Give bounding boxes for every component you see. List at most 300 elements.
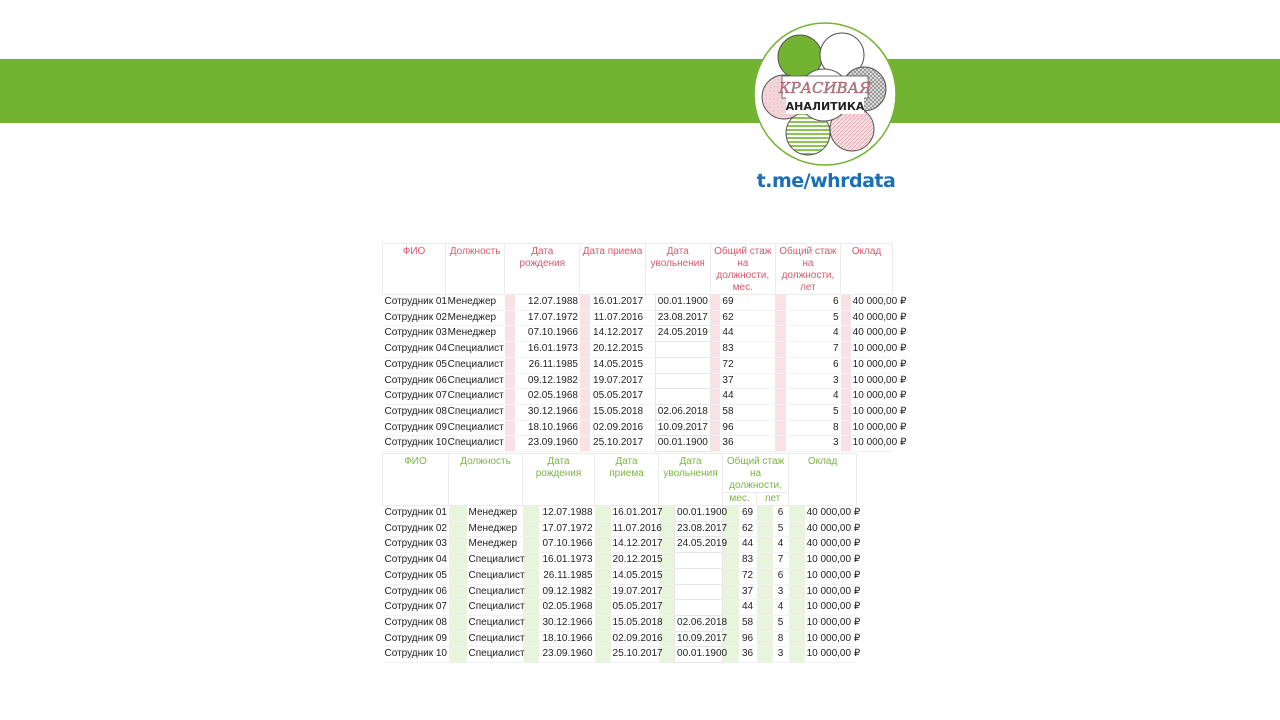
gap-cell — [723, 568, 739, 584]
tenure-years: 5 — [786, 310, 841, 326]
header-birth: Дата рождения — [505, 244, 580, 295]
table-row — [383, 389, 893, 405]
birth-date: 09.12.1982 — [539, 584, 595, 600]
tenure-years: 4 — [773, 537, 789, 553]
tenure-months: 58 — [720, 404, 775, 420]
gap-cell — [595, 615, 611, 631]
hire-date: 16.01.2017 — [611, 506, 659, 522]
gap-cell — [841, 357, 851, 373]
gap-cell — [595, 600, 611, 616]
gap-cell — [710, 420, 720, 436]
fire-date: 24.05.2019 — [675, 537, 723, 553]
gap-cell — [645, 420, 655, 436]
gap-cell — [580, 404, 590, 420]
tenure-months: 44 — [739, 600, 757, 616]
gap-cell — [841, 420, 851, 436]
gap-cell — [841, 389, 851, 405]
gap-cell — [595, 647, 611, 663]
employee-name: Сотрудник 04 — [383, 342, 446, 358]
gap-cell — [645, 389, 655, 405]
fire-date — [675, 600, 723, 616]
gap-cell — [789, 647, 805, 663]
tenure-months: 96 — [720, 420, 775, 436]
salary: 10 000,00 ₽ — [805, 568, 857, 584]
employee-name: Сотрудник 03 — [383, 326, 446, 342]
hire-date: 05.05.2017 — [590, 389, 645, 405]
hire-date: 02.09.2016 — [590, 420, 645, 436]
gap-cell — [710, 389, 720, 405]
tenure-months: 62 — [720, 310, 775, 326]
gap-cell — [449, 584, 467, 600]
gap-cell — [595, 553, 611, 569]
gap-cell — [523, 537, 539, 553]
gap-cell — [505, 389, 515, 405]
employee-name: Сотрудник 05 — [383, 568, 449, 584]
gap-cell — [723, 600, 739, 616]
employee-position: Специалист — [446, 357, 505, 373]
header-fire: Дата увольнения — [645, 244, 710, 295]
salary: 10 000,00 ₽ — [851, 357, 893, 373]
birth-date: 18.10.1966 — [539, 631, 595, 647]
gap-cell — [757, 647, 773, 663]
tenure-months: 44 — [720, 326, 775, 342]
gap-cell — [723, 584, 739, 600]
employee-name: Сотрудник 07 — [383, 389, 446, 405]
birth-date: 26.11.1985 — [539, 568, 595, 584]
birth-date: 23.09.1960 — [539, 647, 595, 663]
gap-cell — [789, 553, 805, 569]
birth-date: 26.11.1985 — [515, 357, 580, 373]
fire-date: 00.01.1900 — [675, 506, 723, 522]
salary: 40 000,00 ₽ — [851, 295, 893, 311]
salary: 10 000,00 ₽ — [851, 404, 893, 420]
gap-cell — [775, 342, 785, 358]
tenure-months: 44 — [720, 389, 775, 405]
table-row — [383, 373, 893, 389]
gap-cell — [710, 404, 720, 420]
gap-cell — [789, 537, 805, 553]
fire-date: 00.01.1900 — [675, 647, 723, 663]
gap-cell — [505, 342, 515, 358]
gap-cell — [645, 310, 655, 326]
header-band — [0, 59, 1280, 123]
employee-position: Специалист — [467, 631, 523, 647]
tenure-years: 7 — [786, 342, 841, 358]
gap-cell — [841, 342, 851, 358]
tenure-months: 58 — [739, 615, 757, 631]
fire-date: 00.01.1900 — [655, 436, 710, 452]
gap-cell — [580, 342, 590, 358]
gap-cell — [580, 373, 590, 389]
gap-cell — [580, 389, 590, 405]
header-fio: ФИО — [383, 454, 449, 506]
logo-line2: АНАЛИТИКА — [785, 100, 865, 113]
salary: 40 000,00 ₽ — [851, 310, 893, 326]
gap-cell — [775, 373, 785, 389]
gap-cell — [789, 600, 805, 616]
brand-logo — [752, 21, 898, 167]
employee-position: Специалист — [446, 404, 505, 420]
table-row — [383, 537, 857, 553]
gap-cell — [449, 506, 467, 522]
employee-position: Специалист — [446, 342, 505, 358]
fire-date: 02.06.2018 — [675, 615, 723, 631]
employee-position: Менеджер — [467, 521, 523, 537]
fire-date — [675, 584, 723, 600]
gap-cell — [757, 537, 773, 553]
table-row — [383, 342, 893, 358]
tenure-years: 3 — [773, 584, 789, 600]
employee-position: Специалист — [467, 553, 523, 569]
salary: 10 000,00 ₽ — [851, 373, 893, 389]
employee-position: Специалист — [467, 600, 523, 616]
employee-table-green — [382, 453, 861, 663]
employee-position: Специалист — [446, 436, 505, 452]
hire-date: 11.07.2016 — [590, 310, 645, 326]
employee-name: Сотрудник 01 — [383, 506, 449, 522]
tenure-years: 6 — [773, 568, 789, 584]
tenure-months: 69 — [720, 295, 775, 311]
gap-cell — [580, 420, 590, 436]
gap-cell — [775, 310, 785, 326]
gap-cell — [710, 436, 720, 452]
birth-date: 18.10.1966 — [515, 420, 580, 436]
header-birth: Дата рождения — [523, 454, 595, 506]
gap-cell — [757, 615, 773, 631]
table-row — [383, 647, 857, 663]
gap-cell — [775, 295, 785, 311]
hire-date: 16.01.2017 — [590, 295, 645, 311]
birth-date: 16.01.1973 — [515, 342, 580, 358]
salary: 10 000,00 ₽ — [805, 553, 857, 569]
gap-cell — [523, 521, 539, 537]
tenure-years: 4 — [786, 326, 841, 342]
gap-cell — [757, 553, 773, 569]
fire-date — [675, 568, 723, 584]
employee-name: Сотрудник 07 — [383, 600, 449, 616]
gap-cell — [757, 521, 773, 537]
tenure-years: 4 — [773, 600, 789, 616]
gap-cell — [789, 615, 805, 631]
table-row — [383, 553, 857, 569]
gap-cell — [775, 420, 785, 436]
tenure-months: 72 — [739, 568, 757, 584]
birth-date: 07.10.1966 — [515, 326, 580, 342]
hire-date: 05.05.2017 — [611, 600, 659, 616]
birth-date: 02.05.1968 — [515, 389, 580, 405]
gap-cell — [505, 420, 515, 436]
hire-date: 20.12.2015 — [590, 342, 645, 358]
employee-table-pink — [382, 243, 907, 452]
birth-date: 12.07.1988 — [539, 506, 595, 522]
gap-cell — [710, 310, 720, 326]
birth-date: 23.09.1960 — [515, 436, 580, 452]
table-row — [383, 310, 893, 326]
gap-cell — [645, 404, 655, 420]
gap-cell — [580, 326, 590, 342]
gap-cell — [775, 357, 785, 373]
gap-cell — [757, 568, 773, 584]
gap-cell — [710, 326, 720, 342]
hire-date: 11.07.2016 — [611, 521, 659, 537]
employee-name: Сотрудник 06 — [383, 584, 449, 600]
fire-date — [655, 342, 710, 358]
hire-date: 15.05.2018 — [611, 615, 659, 631]
gap-cell — [595, 568, 611, 584]
header-position: Должность — [446, 244, 505, 295]
gap-cell — [775, 404, 785, 420]
gap-cell — [723, 553, 739, 569]
header-salary: Оклад — [789, 454, 857, 506]
gap-cell — [595, 506, 611, 522]
gap-cell — [449, 647, 467, 663]
hire-date: 15.05.2018 — [590, 404, 645, 420]
hire-date: 14.05.2015 — [611, 568, 659, 584]
salary: 40 000,00 ₽ — [851, 326, 893, 342]
gap-cell — [449, 521, 467, 537]
table-row — [383, 631, 857, 647]
tenure-months: 96 — [739, 631, 757, 647]
employee-position: Менеджер — [446, 295, 505, 311]
hire-date: 25.10.2017 — [590, 436, 645, 452]
tenure-months: 37 — [720, 373, 775, 389]
employee-position: Специалист — [467, 615, 523, 631]
tenure-years: 5 — [773, 521, 789, 537]
gap-cell — [645, 373, 655, 389]
employee-name: Сотрудник 08 — [383, 404, 446, 420]
gap-cell — [580, 295, 590, 311]
employee-name: Сотрудник 01 — [383, 295, 446, 311]
gap-cell — [580, 357, 590, 373]
fire-date: 00.01.1900 — [655, 295, 710, 311]
tenure-years: 7 — [773, 553, 789, 569]
fire-date: 24.05.2019 — [655, 326, 710, 342]
employee-name: Сотрудник 09 — [383, 420, 446, 436]
salary: 10 000,00 ₽ — [805, 600, 857, 616]
gap-cell — [710, 373, 720, 389]
tenure-years: 3 — [786, 373, 841, 389]
hire-date: 14.12.2017 — [611, 537, 659, 553]
table-row — [383, 584, 857, 600]
channel-link[interactable]: t.me/whrdata — [756, 170, 896, 192]
employee-name: Сотрудник 10 — [383, 436, 446, 452]
employee-name: Сотрудник 02 — [383, 521, 449, 537]
table-row — [383, 506, 857, 522]
fire-date: 23.08.2017 — [675, 521, 723, 537]
gap-cell — [789, 568, 805, 584]
gap-cell — [710, 295, 720, 311]
birth-date: 09.12.1982 — [515, 373, 580, 389]
fire-date: 02.06.2018 — [655, 404, 710, 420]
gap-cell — [775, 436, 785, 452]
tenure-years: 6 — [773, 506, 789, 522]
tenure-years: 3 — [773, 647, 789, 663]
header-position: Должность — [449, 454, 523, 506]
tenure-months: 72 — [720, 357, 775, 373]
fire-date: 10.09.2017 — [655, 420, 710, 436]
hire-date: 20.12.2015 — [611, 553, 659, 569]
tenure-years: 6 — [786, 357, 841, 373]
gap-cell — [523, 506, 539, 522]
salary: 10 000,00 ₽ — [851, 342, 893, 358]
header-months: Общий стаж на должности, мес. — [710, 244, 775, 295]
gap-cell — [645, 326, 655, 342]
table-row — [383, 357, 893, 373]
gap-cell — [595, 631, 611, 647]
gap-cell — [645, 436, 655, 452]
gap-cell — [505, 404, 515, 420]
employee-position: Менеджер — [446, 310, 505, 326]
gap-cell — [710, 357, 720, 373]
flower-logo-icon — [752, 21, 898, 167]
gap-cell — [505, 357, 515, 373]
tenure-years: 8 — [773, 631, 789, 647]
gap-cell — [757, 600, 773, 616]
employee-position: Специалист — [467, 584, 523, 600]
header-months: мес. — [723, 493, 757, 506]
fire-date: 10.09.2017 — [675, 631, 723, 647]
logo-line1: КРАСИВАЯ — [778, 79, 872, 97]
header-years: лет — [757, 493, 789, 506]
table-row — [383, 404, 893, 420]
gap-cell — [775, 326, 785, 342]
hire-date: 14.05.2015 — [590, 357, 645, 373]
gap-cell — [789, 584, 805, 600]
table-row — [383, 295, 893, 311]
tenure-months: 37 — [739, 584, 757, 600]
birth-date: 02.05.1968 — [539, 600, 595, 616]
tenure-years: 5 — [773, 615, 789, 631]
gap-cell — [841, 436, 851, 452]
gap-cell — [595, 537, 611, 553]
salary: 10 000,00 ₽ — [851, 420, 893, 436]
hire-date: 14.12.2017 — [590, 326, 645, 342]
birth-date: 30.12.1966 — [539, 615, 595, 631]
employee-name: Сотрудник 03 — [383, 537, 449, 553]
birth-date: 30.12.1966 — [515, 404, 580, 420]
gap-cell — [449, 631, 467, 647]
tenure-years: 5 — [786, 404, 841, 420]
fire-date — [675, 553, 723, 569]
tenure-months: 83 — [720, 342, 775, 358]
fire-date — [655, 357, 710, 373]
employee-name: Сотрудник 02 — [383, 310, 446, 326]
header-fio: ФИО — [383, 244, 446, 295]
gap-cell — [449, 553, 467, 569]
gap-cell — [645, 295, 655, 311]
gap-cell — [595, 584, 611, 600]
gap-cell — [789, 521, 805, 537]
birth-date: 16.01.1973 — [539, 553, 595, 569]
gap-cell — [757, 631, 773, 647]
birth-date: 07.10.1966 — [539, 537, 595, 553]
gap-cell — [841, 310, 851, 326]
tenure-months: 62 — [739, 521, 757, 537]
salary: 40 000,00 ₽ — [805, 537, 857, 553]
salary: 10 000,00 ₽ — [851, 436, 893, 452]
table-row — [383, 568, 857, 584]
hire-date: 25.10.2017 — [611, 647, 659, 663]
header-hire: Дата приема — [580, 244, 645, 295]
gap-cell — [580, 310, 590, 326]
gap-cell — [449, 600, 467, 616]
gap-cell — [595, 521, 611, 537]
employee-position: Менеджер — [467, 506, 523, 522]
header-salary: Оклад — [841, 244, 893, 295]
gap-cell — [449, 537, 467, 553]
header-fire: Дата увольнения — [659, 454, 723, 506]
employee-name: Сотрудник 05 — [383, 357, 446, 373]
gap-cell — [710, 342, 720, 358]
header-tenure: Общий стаж на должности, — [723, 454, 789, 493]
header-hire: Дата приема — [595, 454, 659, 506]
table-row — [383, 600, 857, 616]
employee-position: Специалист — [446, 389, 505, 405]
birth-date: 17.07.1972 — [539, 521, 595, 537]
gap-cell — [757, 584, 773, 600]
employee-position: Менеджер — [467, 537, 523, 553]
header-years: Общий стаж на должности, лет — [775, 244, 840, 295]
gap-cell — [789, 631, 805, 647]
employee-name: Сотрудник 09 — [383, 631, 449, 647]
tenure-months: 69 — [739, 506, 757, 522]
table-row — [383, 436, 893, 452]
tenure-years: 3 — [786, 436, 841, 452]
salary: 10 000,00 ₽ — [805, 584, 857, 600]
employee-position: Менеджер — [446, 326, 505, 342]
tenure-years: 8 — [786, 420, 841, 436]
gap-cell — [505, 295, 515, 311]
tenure-years: 4 — [786, 389, 841, 405]
gap-cell — [645, 342, 655, 358]
tenure-months: 44 — [739, 537, 757, 553]
tenure-months: 36 — [720, 436, 775, 452]
salary: 10 000,00 ₽ — [851, 389, 893, 405]
employee-name: Сотрудник 04 — [383, 553, 449, 569]
gap-cell — [449, 615, 467, 631]
gap-cell — [757, 506, 773, 522]
table-row — [383, 521, 857, 537]
fire-date — [655, 373, 710, 389]
gap-cell — [449, 568, 467, 584]
birth-date: 17.07.1972 — [515, 310, 580, 326]
salary: 10 000,00 ₽ — [805, 631, 857, 647]
employee-position: Специалист — [446, 373, 505, 389]
salary: 40 000,00 ₽ — [805, 521, 857, 537]
hire-date: 02.09.2016 — [611, 631, 659, 647]
hire-date: 19.07.2017 — [611, 584, 659, 600]
fire-date — [655, 389, 710, 405]
employee-position: Специалист — [467, 568, 523, 584]
gap-cell — [505, 310, 515, 326]
fire-date: 23.08.2017 — [655, 310, 710, 326]
gap-cell — [841, 373, 851, 389]
gap-cell — [789, 506, 805, 522]
gap-cell — [505, 326, 515, 342]
employee-name: Сотрудник 06 — [383, 373, 446, 389]
tenure-months: 36 — [739, 647, 757, 663]
gap-cell — [775, 389, 785, 405]
table-row — [383, 420, 893, 436]
salary: 40 000,00 ₽ — [805, 506, 857, 522]
gap-cell — [645, 357, 655, 373]
table-row — [383, 615, 857, 631]
gap-cell — [841, 326, 851, 342]
salary: 10 000,00 ₽ — [805, 647, 857, 663]
employee-name: Сотрудник 08 — [383, 615, 449, 631]
table-row — [383, 326, 893, 342]
birth-date: 12.07.1988 — [515, 295, 580, 311]
